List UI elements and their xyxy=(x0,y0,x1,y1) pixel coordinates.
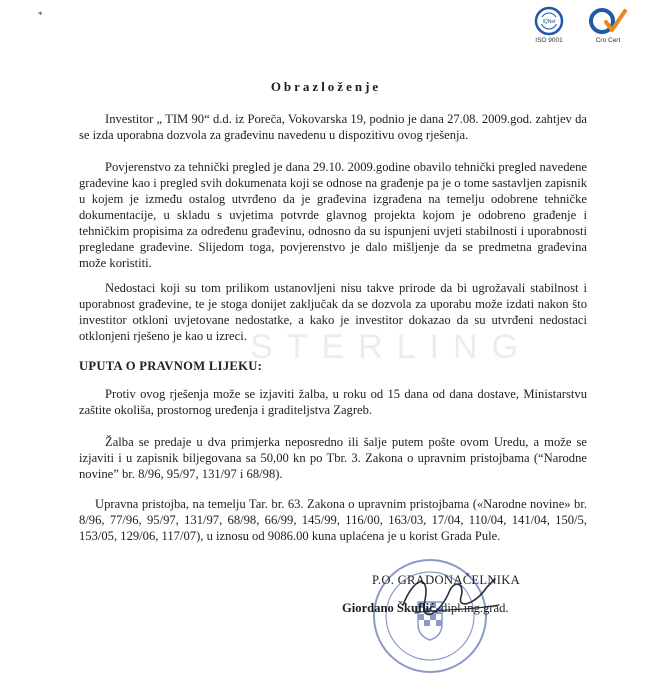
paragraph-appeal: Protiv ovog rješenja može se izjaviti žalba, u roku od 15 dana od dana dostave, Ministarstvu zaštite okoliša, prostornog uređenja i graditeljstva Zagreb. xyxy=(79,387,587,417)
paragraph-administrative-fee: Upravna pristojba, na temelju Tar. br. 63. Zakona o upravnim pristojbama («Narodne novine» br. 8/96, 77/96, 95/97, 131/97, 68/98, 66/99, 145/99, 116/00, 163/03, 17/04, 110/04, 141/04, 150/5, 153/05, 129/06, 117/07), u iznosu od 9086.00 kuna uplaćena je u korist Grada Pule. xyxy=(79,497,587,543)
signatory-name-line xyxy=(342,601,509,616)
legal-remedy-heading: UPUTA O PRAVNOM LIJEKU: xyxy=(79,359,263,373)
paragraph-inspection: Povjerenstvo za tehnički pregled je dana 29.10. 2009.godine obavilo tehnički pregled navedene građevine kao i pregled svih dokumenata koji se odnose na građenje pa je o tome sastavljen zapisnik u kojem je između ostalog utvrđeno da je građevina izgrađena na temelju odobrene tehničke dokumentacije, u skladu s uvjetima potvrde glavnog projekta kojom je odobreno građenje i tehničkim propisima za određenu građevinu, odnosno da su ispunjeni uvjeti stabilnosti i uporabnosti pregledane građevine. Slijedom toga, povjerenstvo je dalo mišljenje da se predmetna građevina može koristiti. xyxy=(79,160,587,270)
signatory-degree: , dipl.ing.grad. xyxy=(434,601,509,615)
svg-text:IQNet: IQNet xyxy=(542,19,556,25)
signatory-title: P.O. GRADONAČELNIKA xyxy=(372,573,521,587)
paragraph-appeal-submission: Žalba se predaje u dva primjerka neposredno ili šalje putem pošte ovom Uredu, a može se izjaviti i u zapisnik biljegovana sa 50,00 kn po Tbr. 3. Zakona o upravnim pristojbama (“Narodne novine” br. 8/96, 95/97, 131/97 i 68/98). xyxy=(79,435,587,481)
crocert-cert xyxy=(576,6,640,44)
paragraph-deficiencies: Nedostaci koji su tom prilikom ustanovljeni nisu takve prirode da bi ugrožavali stabilnost i uporabnost građevine, te je stoga donijet zaključak da se dozvola za uporabu može izdati nakon što investitor otkloni uvjetovane nedostatke, a kako je investitor dokazao da su utvrđeni nedostaci otklonjeni rješeno je kao u izreci. xyxy=(79,281,587,343)
watermark: STERLING xyxy=(250,328,533,366)
iso-9001-label: ISO 9001 xyxy=(535,37,563,44)
certification-logos xyxy=(522,6,642,50)
signatory-name: Giordano Škuflić xyxy=(342,601,435,615)
iso-9001-icon xyxy=(532,6,566,36)
crocert-icon xyxy=(588,6,628,36)
paragraph-application: Investitor „ TIM 90“ d.d. iz Poreča, Vokovarska 19, podnio je dana 27.08. 2009.god. zahtjev da se izda uporabna dozvola za građevinu navedenu u dispozitivu ovog rješenja. xyxy=(79,112,587,142)
crocert-label: Cro Cert xyxy=(595,37,621,44)
document-title: Obrazloženje xyxy=(270,79,382,94)
corner-mark: * xyxy=(38,10,43,20)
iso-9001-cert xyxy=(522,6,576,44)
